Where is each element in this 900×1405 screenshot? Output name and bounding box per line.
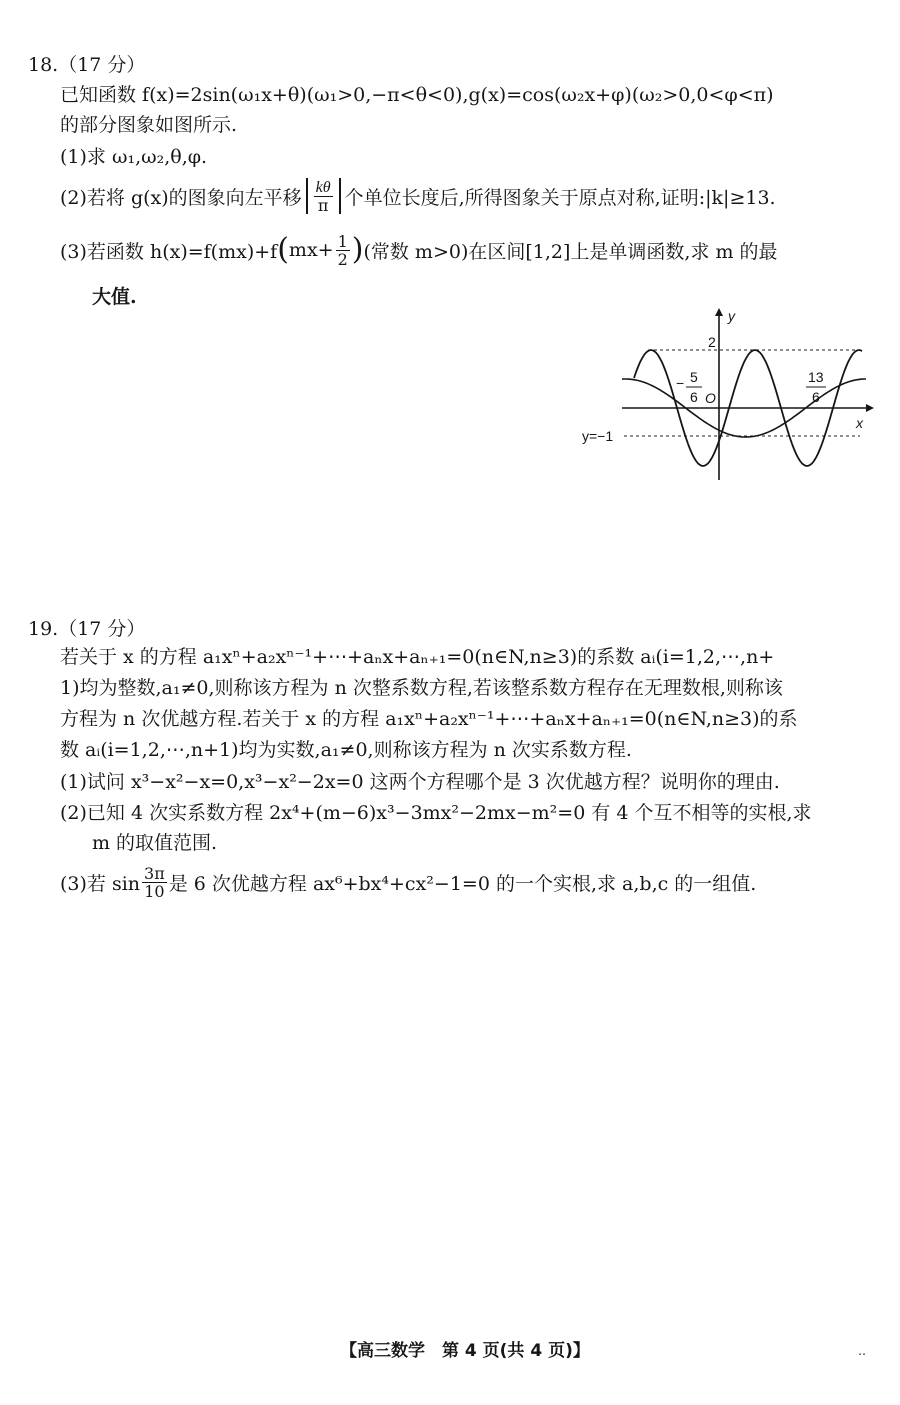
q19-header: 19.（17 分） — [28, 618, 146, 640]
y-line-label: y=−1 — [582, 428, 614, 444]
q19-line2: 1)均为整数,a₁≠0,则称该方程为 n 次整系数方程,若该整系数方程存在无理数根,则称该 — [60, 677, 783, 699]
q19-part3-frac-den: 10 — [144, 881, 165, 901]
x-axis-label: x — [856, 415, 863, 431]
q19-part3 — [60, 860, 756, 904]
q18-part3-frac-den: 2 — [337, 249, 348, 269]
abs-bar-right — [339, 178, 341, 214]
q18-part2-after: 个单位长度后,所得图象关于原点对称,证明:|k|≥13. — [344, 186, 776, 209]
x-axis-arrow-icon — [866, 404, 874, 412]
q19-part1: (1)试问 x³−x²−x=0,x³−x²−2x=0 这两个方程哪个是 3 次优越方程？说明你的理由. — [60, 771, 780, 793]
q19-part2-line1: (2)已知 4 次实系数方程 2x⁴+(m−6)x³−3mx²−2mx−m²=0 有 4 个互不相等的实根,求 — [60, 802, 812, 824]
page-footer: 【高三数学 第 4 页(共 4 页)】 — [340, 1341, 590, 1361]
abs-bar-left — [306, 178, 308, 214]
q18-header: 18.（17 分） — [28, 54, 146, 76]
q19-line4: 数 aᵢ(i=1,2,⋯,n+1)均为实数,a₁≠0,则称该方程为 n 次实系数方程. — [60, 739, 632, 761]
pos-frac-den-label: 6 — [812, 389, 820, 405]
q18-part2-fraction — [314, 179, 333, 214]
right-paren: ) — [351, 232, 364, 267]
q19-line3: 方程为 n 次优越方程.若关于 x 的方程 a₁xⁿ+a₂xⁿ⁻¹+⋯+aₙx+aₙ₊₁=0(n∈N,n≥3)的系 — [60, 708, 798, 730]
q18-part2-before: (2)若将 g(x)的图象向左平移 — [60, 186, 302, 209]
origin-label: O — [705, 390, 716, 406]
q18-part3-fraction — [336, 233, 350, 268]
q18-intro-line1: 已知函数 f(x)=2sin(ω₁x+θ)(ω₁>0,−π<θ<0),g(x)=cos(ω₂x+φ)(ω₂>0,0<φ<π) — [60, 84, 774, 106]
function-graph — [580, 305, 880, 485]
q18-part2 — [60, 174, 776, 218]
q19-part2-line2: m 的取值范围. — [92, 832, 218, 854]
neg-frac-num-label: 5 — [690, 369, 698, 385]
q18-part2-frac-num: kθ — [315, 178, 331, 196]
q19-part3-after: 是 6 次优越方程 ax⁶+bx⁴+cx²−1=0 的一个实根,求 a,b,c 的一组值. — [168, 872, 757, 895]
q18-part3-after: (常数 m>0)在区间[1,2]上是单调函数,求 m 的最 — [363, 240, 778, 263]
q19-part3-before: (3)若 sin — [60, 872, 141, 895]
q18-part3-line2: 大值. — [92, 286, 137, 308]
neg-frac-den-label: 6 — [690, 389, 698, 405]
pos-frac-num-label: 13 — [808, 369, 824, 385]
neg-sign-label: − — [676, 375, 685, 391]
y-axis-label: y — [728, 308, 735, 324]
q18-part3-frac-num: 1 — [337, 231, 348, 251]
y-axis-arrow-icon — [715, 308, 723, 316]
q19-line1: 若关于 x 的方程 a₁xⁿ+a₂xⁿ⁻¹+⋯+aₙx+aₙ₊₁=0(n∈N,n≥3)的系数 aᵢ(i=1,2,⋯,n+ — [60, 646, 775, 668]
corner-mark: ‥ — [858, 1344, 867, 1358]
q18-part3-inner: mx+ — [288, 239, 334, 261]
left-paren: ( — [277, 232, 289, 267]
q18-intro-line2: 的部分图象如图所示. — [60, 114, 238, 136]
q18-part2-frac-den: π — [317, 195, 329, 215]
q19-part3-frac-num: 3π — [144, 863, 165, 883]
q18-part3-before: (3)若函数 h(x)=f(mx)+f — [60, 240, 278, 263]
label-two: 2 — [708, 334, 716, 350]
q18-part1: (1)求 ω₁,ω₂,θ,φ. — [60, 146, 208, 168]
q19-part3-fraction — [142, 865, 167, 900]
q18-part3 — [60, 228, 778, 272]
